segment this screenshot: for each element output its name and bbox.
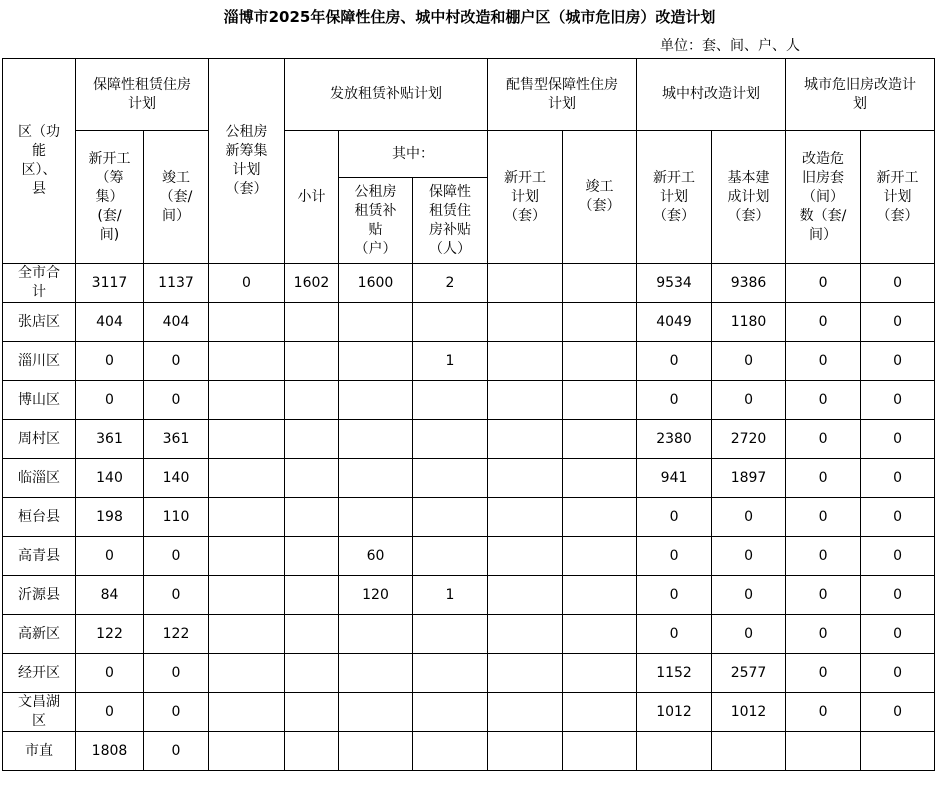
cell-village-new-start: 2380 [637,420,712,459]
cell-sale-new-start [488,615,563,654]
cell-public-rental-new: 0 [209,264,285,303]
header-village-plan: 城中村改造计划 [637,59,786,131]
cell-oldhouse-units [786,732,861,771]
cell-public-rental-new [209,420,285,459]
table-row [3,342,935,381]
cell-rental-completed: 0 [144,732,209,771]
cell-village-new-start: 1012 [637,693,712,732]
cell-oldhouse-new-start: 0 [861,615,935,654]
table-row [3,420,935,459]
cell-rental-completed: 0 [144,537,209,576]
cell-subsidy-affordable-rental: 2 [413,264,488,303]
cell-public-rental-new [209,303,285,342]
cell-rental-completed: 361 [144,420,209,459]
cell-rental-new-start: 0 [76,654,144,693]
cell-subsidy-public-rental [339,342,413,381]
cell-sale-new-start [488,381,563,420]
cell-subsidy-affordable-rental [413,732,488,771]
table-row [3,732,935,771]
cell-district: 周村区 [3,420,76,459]
cell-sale-new-start [488,537,563,576]
cell-rental-new-start: 122 [76,615,144,654]
cell-rental-completed: 140 [144,459,209,498]
cell-village-basic-built: 9386 [712,264,786,303]
table-row [3,303,935,342]
table-row [3,498,935,537]
cell-subsidy-affordable-rental [413,420,488,459]
cell-oldhouse-new-start: 0 [861,459,935,498]
cell-oldhouse-new-start: 0 [861,537,935,576]
cell-oldhouse-units: 0 [786,576,861,615]
cell-subsidy-subtotal [285,303,339,342]
cell-subsidy-subtotal: 1602 [285,264,339,303]
cell-sale-completed [563,498,637,537]
header-public-rental-new: 公租房 新筹集 计划 （套） [209,59,285,264]
cell-village-new-start: 0 [637,537,712,576]
cell-sale-completed [563,693,637,732]
cell-oldhouse-units: 0 [786,654,861,693]
cell-village-basic-built: 0 [712,537,786,576]
cell-rental-new-start: 0 [76,342,144,381]
cell-district: 经开区 [3,654,76,693]
cell-subsidy-affordable-rental [413,303,488,342]
cell-sale-new-start [488,420,563,459]
cell-public-rental-new [209,732,285,771]
cell-rental-completed: 122 [144,615,209,654]
cell-subsidy-public-rental [339,732,413,771]
cell-oldhouse-new-start: 0 [861,342,935,381]
cell-subsidy-public-rental [339,693,413,732]
cell-district: 市直 [3,732,76,771]
cell-village-basic-built: 0 [712,615,786,654]
header-sale-housing-plan: 配售型保障性住房 计划 [488,59,637,131]
cell-sale-completed [563,732,637,771]
cell-subsidy-affordable-rental [413,498,488,537]
table-row [3,576,935,615]
cell-oldhouse-new-start: 0 [861,381,935,420]
cell-subsidy-public-rental [339,615,413,654]
cell-subsidy-subtotal [285,459,339,498]
cell-village-new-start: 941 [637,459,712,498]
cell-sale-new-start [488,732,563,771]
cell-subsidy-affordable-rental [413,459,488,498]
table-row [3,537,935,576]
unit-label: 单位：套、间、户、人 [660,38,800,54]
cell-district: 沂源县 [3,576,76,615]
cell-sale-new-start [488,693,563,732]
table-row [3,615,935,654]
cell-public-rental-new [209,615,285,654]
cell-village-basic-built: 0 [712,498,786,537]
cell-district: 全市合 计 [3,264,76,303]
cell-subsidy-affordable-rental [413,654,488,693]
cell-public-rental-new [209,459,285,498]
cell-subsidy-subtotal [285,342,339,381]
cell-village-new-start: 0 [637,576,712,615]
cell-rental-new-start: 140 [76,459,144,498]
cell-district: 高青县 [3,537,76,576]
cell-oldhouse-units: 0 [786,303,861,342]
cell-rental-new-start: 84 [76,576,144,615]
header-subsidy-among: 其中： [339,131,488,178]
cell-subsidy-public-rental [339,498,413,537]
cell-subsidy-subtotal [285,420,339,459]
cell-subsidy-subtotal [285,654,339,693]
cell-oldhouse-units: 0 [786,342,861,381]
cell-sale-completed [563,615,637,654]
cell-oldhouse-new-start: 0 [861,576,935,615]
header-oldhouse-new-start: 新开工 计划 （套） [861,131,935,264]
header-subsidy-plan: 发放租赁补贴计划 [285,59,488,131]
cell-sale-completed [563,303,637,342]
cell-oldhouse-new-start: 0 [861,654,935,693]
cell-district: 文昌湖 区 [3,693,76,732]
header-subsidy-public-rental: 公租房 租赁补 贴 （户） [339,178,413,264]
cell-rental-completed: 1137 [144,264,209,303]
cell-rental-new-start: 3117 [76,264,144,303]
cell-village-basic-built: 2577 [712,654,786,693]
cell-sale-completed [563,654,637,693]
header-sale-new-start: 新开工 计划 （套） [488,131,563,264]
cell-district: 高新区 [3,615,76,654]
page-title: 淄博市2025年保障性住房、城中村改造和棚户区（城市危旧房）改造计划 [223,8,716,26]
cell-sale-completed [563,264,637,303]
header-rental-new-start: 新开工 （筹 集） (套/ 间) [76,131,144,264]
header-oldhouse-units: 改造危 旧房套 （间） 数（套/ 间） [786,131,861,264]
cell-subsidy-affordable-rental [413,537,488,576]
cell-public-rental-new [209,342,285,381]
cell-subsidy-public-rental [339,303,413,342]
table-row [3,264,935,303]
cell-subsidy-affordable-rental: 1 [413,576,488,615]
cell-rental-completed: 0 [144,693,209,732]
header-district: 区（功 能 区）、 县 [3,59,76,264]
cell-sale-completed [563,420,637,459]
cell-rental-new-start: 0 [76,693,144,732]
cell-village-basic-built: 0 [712,576,786,615]
cell-oldhouse-new-start [861,732,935,771]
cell-oldhouse-units: 0 [786,693,861,732]
cell-subsidy-subtotal [285,381,339,420]
cell-rental-new-start: 361 [76,420,144,459]
cell-rental-new-start: 0 [76,537,144,576]
cell-oldhouse-units: 0 [786,537,861,576]
table-body [3,264,935,771]
cell-village-new-start: 0 [637,615,712,654]
cell-public-rental-new [209,537,285,576]
header-sale-completed: 竣工 （套） [563,131,637,264]
cell-subsidy-affordable-rental: 1 [413,342,488,381]
cell-oldhouse-units: 0 [786,420,861,459]
cell-village-basic-built [712,732,786,771]
cell-oldhouse-units: 0 [786,498,861,537]
cell-village-new-start: 1152 [637,654,712,693]
cell-village-new-start: 0 [637,381,712,420]
cell-subsidy-public-rental: 60 [339,537,413,576]
header-subsidy-affordable-rental: 保障性 租赁住 房补贴 （人） [413,178,488,264]
cell-village-basic-built: 1012 [712,693,786,732]
header-rental-housing-plan: 保障性租赁住房 计划 [76,59,209,131]
cell-oldhouse-new-start: 0 [861,693,935,732]
cell-district: 张店区 [3,303,76,342]
cell-rental-completed: 404 [144,303,209,342]
cell-public-rental-new [209,576,285,615]
cell-village-new-start [637,732,712,771]
cell-public-rental-new [209,498,285,537]
cell-sale-completed [563,342,637,381]
cell-rental-new-start: 0 [76,381,144,420]
cell-village-basic-built: 1897 [712,459,786,498]
cell-rental-new-start: 1808 [76,732,144,771]
header-oldhouse-plan: 城市危旧房改造计 划 [786,59,935,131]
cell-subsidy-subtotal [285,537,339,576]
cell-rental-completed: 0 [144,654,209,693]
cell-sale-new-start [488,303,563,342]
cell-subsidy-affordable-rental [413,615,488,654]
cell-public-rental-new [209,654,285,693]
cell-public-rental-new [209,693,285,732]
cell-oldhouse-units: 0 [786,615,861,654]
cell-subsidy-public-rental [339,381,413,420]
cell-rental-completed: 0 [144,576,209,615]
cell-subsidy-public-rental [339,420,413,459]
cell-sale-completed [563,537,637,576]
cell-district: 临淄区 [3,459,76,498]
cell-subsidy-subtotal [285,693,339,732]
cell-rental-new-start: 404 [76,303,144,342]
table-row [3,381,935,420]
cell-village-new-start: 4049 [637,303,712,342]
cell-sale-new-start [488,342,563,381]
cell-subsidy-affordable-rental [413,381,488,420]
cell-village-basic-built: 1180 [712,303,786,342]
cell-rental-new-start: 198 [76,498,144,537]
cell-district: 淄川区 [3,342,76,381]
cell-rental-completed: 0 [144,381,209,420]
header-rental-completed: 竣工 （套/ 间） [144,131,209,264]
cell-sale-completed [563,381,637,420]
plan-table [2,58,935,771]
cell-subsidy-subtotal [285,576,339,615]
cell-oldhouse-new-start: 0 [861,498,935,537]
cell-rental-completed: 0 [144,342,209,381]
cell-sale-new-start [488,264,563,303]
cell-oldhouse-new-start: 0 [861,303,935,342]
cell-village-new-start: 9534 [637,264,712,303]
cell-sale-new-start [488,498,563,537]
cell-sale-new-start [488,459,563,498]
table-row [3,693,935,732]
cell-subsidy-public-rental: 1600 [339,264,413,303]
cell-sale-completed [563,576,637,615]
cell-subsidy-public-rental [339,459,413,498]
cell-village-basic-built: 0 [712,381,786,420]
cell-oldhouse-new-start: 0 [861,264,935,303]
cell-oldhouse-new-start: 0 [861,420,935,459]
table-row [3,654,935,693]
cell-village-new-start: 0 [637,342,712,381]
cell-village-basic-built: 0 [712,342,786,381]
header-village-new-start: 新开工 计划 （套） [637,131,712,264]
cell-village-new-start: 0 [637,498,712,537]
cell-subsidy-public-rental: 120 [339,576,413,615]
cell-sale-completed [563,459,637,498]
cell-sale-new-start [488,654,563,693]
cell-district: 博山区 [3,381,76,420]
cell-subsidy-public-rental [339,654,413,693]
cell-rental-completed: 110 [144,498,209,537]
cell-subsidy-affordable-rental [413,693,488,732]
table-row [3,459,935,498]
cell-subsidy-subtotal [285,498,339,537]
cell-public-rental-new [209,381,285,420]
cell-subsidy-subtotal [285,615,339,654]
cell-village-basic-built: 2720 [712,420,786,459]
cell-subsidy-subtotal [285,732,339,771]
cell-oldhouse-units: 0 [786,459,861,498]
cell-district: 桓台县 [3,498,76,537]
cell-sale-new-start [488,576,563,615]
header-village-basic-built: 基本建 成计划 （套） [712,131,786,264]
header-subsidy-subtotal: 小计 [285,131,339,264]
cell-oldhouse-units: 0 [786,264,861,303]
cell-oldhouse-units: 0 [786,381,861,420]
